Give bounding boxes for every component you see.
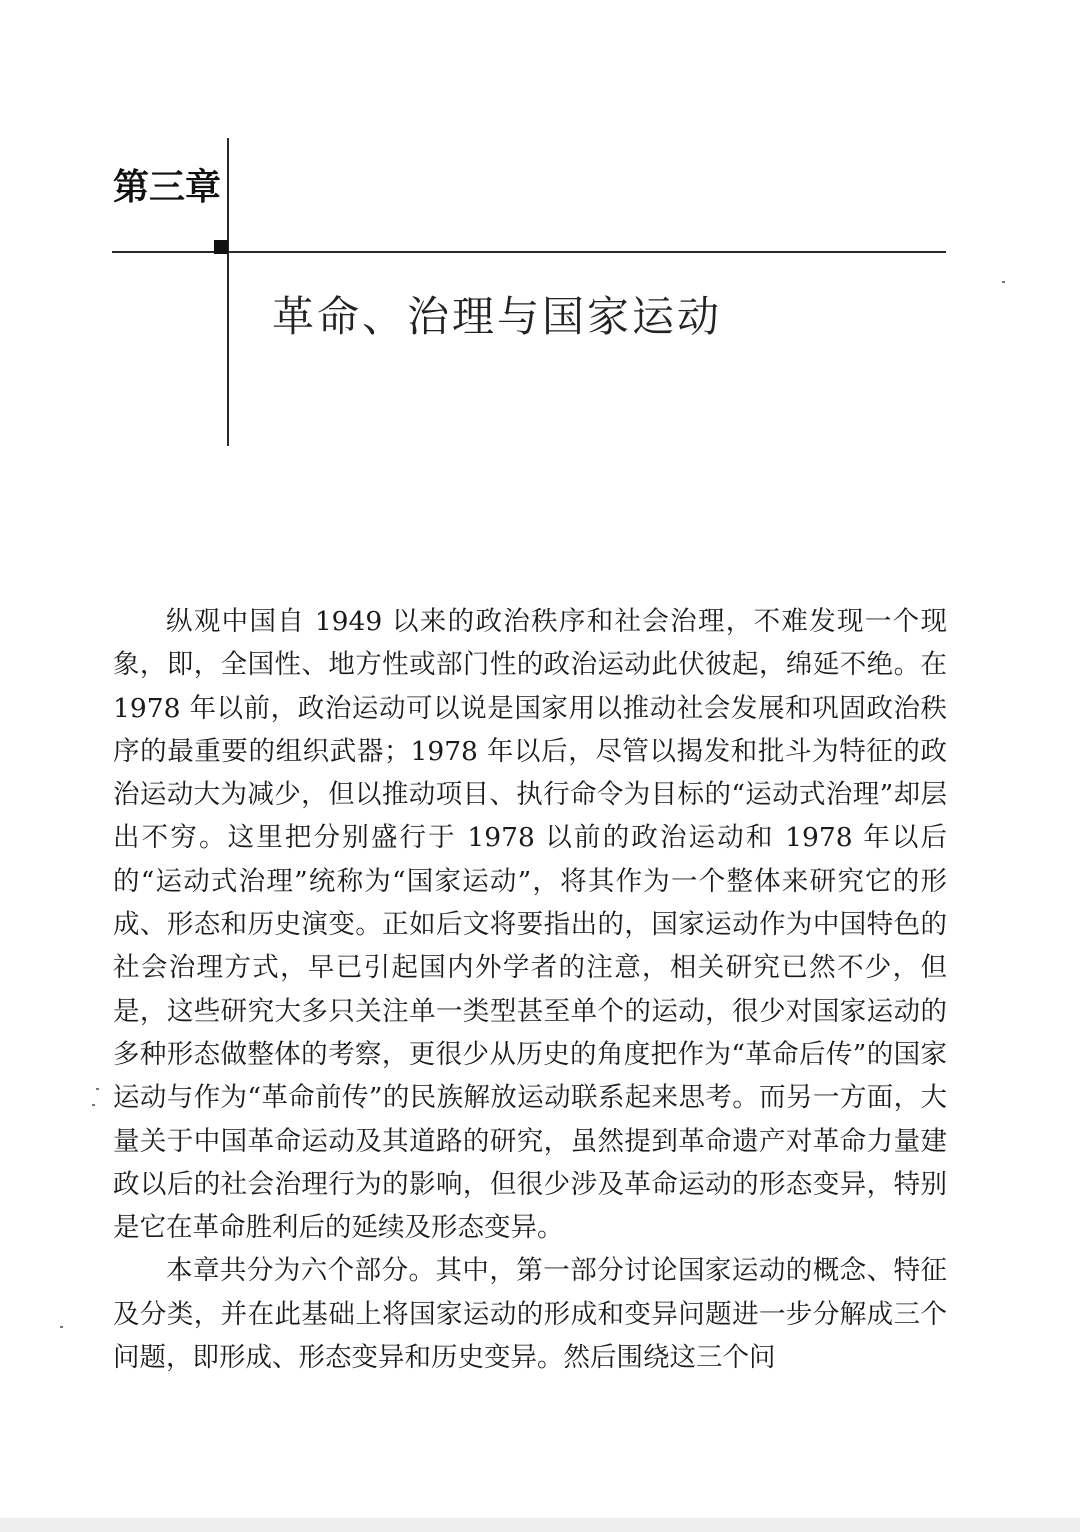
scan-speck bbox=[60, 1326, 63, 1328]
page-bottom-edge bbox=[0, 1518, 1080, 1532]
scan-speck bbox=[92, 1104, 95, 1106]
chapter-number: 第三章 bbox=[113, 167, 222, 208]
paragraph-1: 纵观中国自 1949 以来的政治秩序和社会治理，不难发现一个现象，即，全国性、地方性或部门性的政治运动此伏彼起，绵延不绝。在 1978 年以前，政治运动可以说是国家用以推动社会发展和巩固政治秩序的最重要的组织武器；1978 年以后，尽管以揭发和批斗为特征的政治运动大为减少，但以推动项目、执行命令为目标的“运动式治理”却层出不穷。这里把分别盛行于 1978 以前的政治运动和 1978 年以后的“运动式治理”统称为“国家运动”，将其作为一个整体来研究它的形成、形态和历史演变。正如后文将要指出的，国家运动作为中国特色的社会治理方式，早已引起国内外学者的注意，相关研究已然不少，但是，这些研究大多只关注单一类型甚至单个的运动，很少对国家运动的多种形态做整体的考察，更很少从历史的角度把作为“革命后传”的国家运动与作为“革命前传”的民族解放运动联系起来思考。而另一方面，大量关于中国革命运动及其道路的研究，虽然提到革命遗产对革命力量建政以后的社会治理行为的影响，但很少涉及革命运动的形态变异，特别是它在革命胜利后的延续及形态变异。 bbox=[113, 606, 947, 1244]
body-text bbox=[113, 600, 947, 1379]
corner-square-marker bbox=[214, 240, 228, 254]
paragraph-2: 本章共分为六个部分。其中，第一部分讨论国家运动的概念、特征及分类，并在此基础上将国家运动的形成和变异问题进一步分解成三个问题，即形成、形态变异和历史变异。然后围绕这三个问 bbox=[113, 1255, 947, 1374]
scan-speck bbox=[96, 1088, 99, 1090]
scan-speck bbox=[1002, 281, 1005, 283]
chapter-title: 革命、治理与国家运动 bbox=[272, 292, 723, 341]
vertical-rule bbox=[227, 138, 229, 446]
horizontal-rule bbox=[112, 251, 946, 253]
